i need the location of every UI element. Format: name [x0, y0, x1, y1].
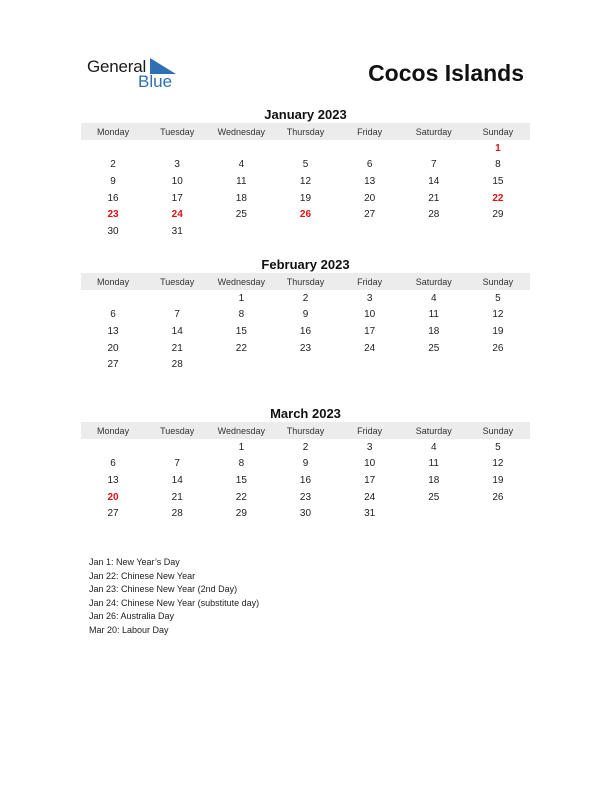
empty-day-cell — [273, 356, 337, 373]
weekday-header-row — [81, 123, 530, 140]
day-cell: 7 — [174, 458, 180, 470]
week-row — [81, 472, 530, 489]
day-cell: 8 — [495, 159, 501, 171]
empty-day-cell — [402, 356, 466, 373]
day-cell: 17 — [364, 325, 376, 337]
weekday-header: Thursday — [273, 273, 337, 290]
day-cell: 21 — [171, 342, 183, 354]
day-cell: 3 — [366, 292, 373, 304]
empty-day-cell — [338, 140, 402, 157]
weekday-header: Friday — [338, 123, 402, 140]
day-cell: 4 — [430, 441, 437, 453]
holiday-day-cell: 24 — [171, 209, 183, 221]
day-cell: 19 — [299, 192, 312, 204]
day-cell: 5 — [495, 441, 501, 453]
holiday-day-cell: 26 — [299, 209, 312, 221]
day-cell: 27 — [107, 359, 119, 371]
day-cell: 25 — [428, 491, 440, 503]
week-row — [81, 173, 530, 190]
day-cell: 11 — [236, 175, 247, 187]
day-cell: 30 — [107, 225, 119, 237]
weekday-header: Wednesday — [209, 422, 273, 439]
day-cell: 21 — [428, 192, 440, 204]
day-cell: 9 — [302, 309, 309, 321]
day-cell: 29 — [492, 209, 504, 221]
weekday-header: Saturday — [402, 422, 466, 439]
week-row — [81, 340, 530, 357]
day-cell: 9 — [302, 458, 309, 470]
day-cell: 20 — [364, 192, 376, 204]
day-cell: 8 — [238, 309, 245, 321]
empty-day-cell — [145, 290, 209, 307]
month-calendar-february — [81, 257, 530, 373]
empty-day-cell — [145, 140, 209, 157]
day-cell: 31 — [171, 225, 183, 237]
holiday-day-cell: 1 — [495, 142, 501, 154]
empty-day-cell — [466, 223, 530, 240]
day-cell: 18 — [428, 325, 440, 337]
day-cell: 20 — [107, 342, 119, 354]
day-cell: 2 — [302, 441, 309, 453]
holiday-day-cell: 23 — [107, 209, 119, 221]
week-row — [81, 223, 530, 240]
day-cell: 1 — [238, 292, 245, 304]
day-cell: 7 — [174, 309, 180, 321]
weekday-header: Tuesday — [145, 123, 209, 140]
weekday-header: Wednesday — [209, 273, 273, 290]
day-cell: 2 — [302, 292, 309, 304]
empty-day-cell — [273, 140, 337, 157]
day-cell: 14 — [171, 474, 183, 486]
weekday-header: Monday — [81, 123, 145, 140]
weekday-header: Friday — [338, 273, 402, 290]
day-cell: 19 — [492, 474, 504, 486]
weekday-header: Sunday — [466, 273, 530, 290]
empty-day-cell — [466, 356, 530, 373]
holiday-list-item: Jan 22: Chinese New Year — [89, 570, 196, 581]
weekday-header: Thursday — [273, 123, 337, 140]
day-cell: 16 — [299, 474, 312, 486]
empty-day-cell — [81, 439, 145, 456]
day-cell: 13 — [107, 474, 119, 486]
day-cell: 12 — [492, 309, 504, 321]
empty-day-cell — [402, 505, 466, 522]
weekday-header: Sunday — [466, 123, 530, 140]
day-cell: 11 — [428, 458, 439, 470]
day-cell: 22 — [235, 491, 247, 503]
day-cell: 16 — [107, 192, 119, 204]
day-cell: 17 — [364, 474, 376, 486]
weekday-header: Wednesday — [209, 123, 273, 140]
holiday-list-item: Jan 23: Chinese New Year (2nd Day) — [89, 584, 238, 594]
holiday-list — [89, 556, 259, 637]
empty-day-cell — [338, 356, 402, 373]
day-cell: 11 — [428, 309, 439, 321]
week-row — [81, 157, 530, 174]
day-cell: 8 — [238, 458, 245, 470]
day-cell: 10 — [364, 458, 376, 470]
day-cell: 21 — [171, 491, 183, 503]
day-cell: 22 — [235, 342, 247, 354]
day-cell: 28 — [171, 359, 183, 371]
day-cell: 6 — [110, 458, 116, 470]
day-cell: 26 — [492, 491, 504, 503]
day-cell: 10 — [364, 309, 376, 321]
day-cell: 14 — [171, 325, 183, 337]
logo-text-blue: Blue — [138, 72, 173, 91]
generalblue-logo — [87, 57, 187, 93]
day-cell: 31 — [364, 508, 376, 520]
day-cell: 15 — [235, 474, 247, 486]
week-row — [81, 356, 530, 373]
day-cell: 29 — [235, 508, 247, 520]
day-cell: 15 — [492, 175, 504, 187]
calendar-table — [81, 422, 530, 522]
day-cell: 25 — [235, 209, 247, 221]
empty-day-cell — [209, 140, 273, 157]
weekday-header: Friday — [338, 422, 402, 439]
empty-day-cell — [466, 505, 530, 522]
day-cell: 15 — [235, 325, 247, 337]
empty-day-cell — [81, 140, 145, 157]
month-title: February 2023 — [261, 257, 350, 272]
weekday-header-row — [81, 273, 530, 290]
day-cell: 12 — [492, 458, 504, 470]
day-cell: 13 — [364, 175, 376, 187]
holiday-day-cell: 20 — [107, 491, 119, 503]
month-title: January 2023 — [264, 107, 347, 122]
holiday-list-item: Jan 24: Chinese New Year (substitute day) — [89, 597, 260, 608]
month-title: March 2023 — [270, 406, 341, 421]
week-row — [81, 290, 530, 307]
day-cell: 3 — [174, 159, 180, 171]
day-cell: 19 — [492, 325, 504, 337]
empty-day-cell — [209, 356, 273, 373]
day-cell: 18 — [235, 192, 247, 204]
day-cell: 4 — [238, 159, 245, 171]
weekday-header: Thursday — [273, 422, 337, 439]
day-cell: 24 — [364, 491, 376, 503]
calendar-table — [81, 123, 530, 240]
day-cell: 5 — [495, 292, 501, 304]
week-row — [81, 140, 530, 157]
day-cell: 7 — [430, 159, 437, 171]
day-cell: 13 — [107, 325, 119, 337]
week-row — [81, 489, 530, 506]
holiday-day-cell: 22 — [492, 192, 504, 204]
week-row — [81, 456, 530, 473]
weekday-header-row — [81, 422, 530, 439]
empty-day-cell — [402, 140, 466, 157]
day-cell: 6 — [366, 159, 373, 171]
day-cell: 3 — [366, 441, 373, 453]
empty-day-cell — [209, 223, 273, 240]
empty-day-cell — [145, 439, 209, 456]
empty-day-cell — [81, 290, 145, 307]
holiday-list-item: Jan 1: New Year’s Day — [89, 557, 180, 567]
weekday-header: Monday — [81, 422, 145, 439]
calendar-table — [81, 273, 530, 373]
day-cell: 26 — [492, 342, 504, 354]
weekday-header: Saturday — [402, 123, 466, 140]
week-row — [81, 206, 530, 223]
week-row — [81, 307, 530, 324]
day-cell: 12 — [299, 175, 312, 187]
day-cell: 27 — [107, 508, 119, 520]
day-cell: 17 — [171, 192, 183, 204]
day-cell: 9 — [110, 175, 116, 187]
day-cell: 10 — [171, 175, 183, 187]
week-row — [81, 505, 530, 522]
day-cell: 25 — [428, 342, 440, 354]
empty-day-cell — [338, 223, 402, 240]
day-cell: 30 — [299, 508, 312, 520]
holiday-list-item: Mar 20: Labour Day — [89, 624, 169, 635]
week-row — [81, 190, 530, 207]
weekday-header: Monday — [81, 273, 145, 290]
month-calendar-january — [81, 107, 530, 240]
empty-day-cell — [273, 223, 337, 240]
week-row — [81, 323, 530, 340]
holiday-list-item: Jan 26: Australia Day — [89, 611, 175, 621]
weekday-header: Saturday — [402, 273, 466, 290]
day-cell: 27 — [364, 209, 376, 221]
day-cell: 14 — [428, 175, 440, 187]
day-cell: 1 — [238, 441, 245, 453]
day-cell: 4 — [430, 292, 437, 304]
day-cell: 28 — [171, 508, 183, 520]
logo-text-general: General — [87, 57, 147, 76]
day-cell: 6 — [110, 309, 116, 321]
weekday-header: Sunday — [466, 422, 530, 439]
day-cell: 23 — [299, 342, 312, 354]
day-cell: 24 — [364, 342, 376, 354]
day-cell: 2 — [110, 159, 116, 171]
day-cell: 5 — [302, 159, 309, 171]
weekday-header: Tuesday — [145, 422, 209, 439]
country-title: Cocos Islands — [368, 60, 524, 86]
weekday-header: Tuesday — [145, 273, 209, 290]
day-cell: 28 — [428, 209, 440, 221]
empty-day-cell — [402, 223, 466, 240]
day-cell: 18 — [428, 474, 440, 486]
day-cell: 23 — [299, 491, 312, 503]
week-row — [81, 439, 530, 456]
month-calendar-march — [81, 406, 530, 522]
day-cell: 16 — [299, 325, 312, 337]
